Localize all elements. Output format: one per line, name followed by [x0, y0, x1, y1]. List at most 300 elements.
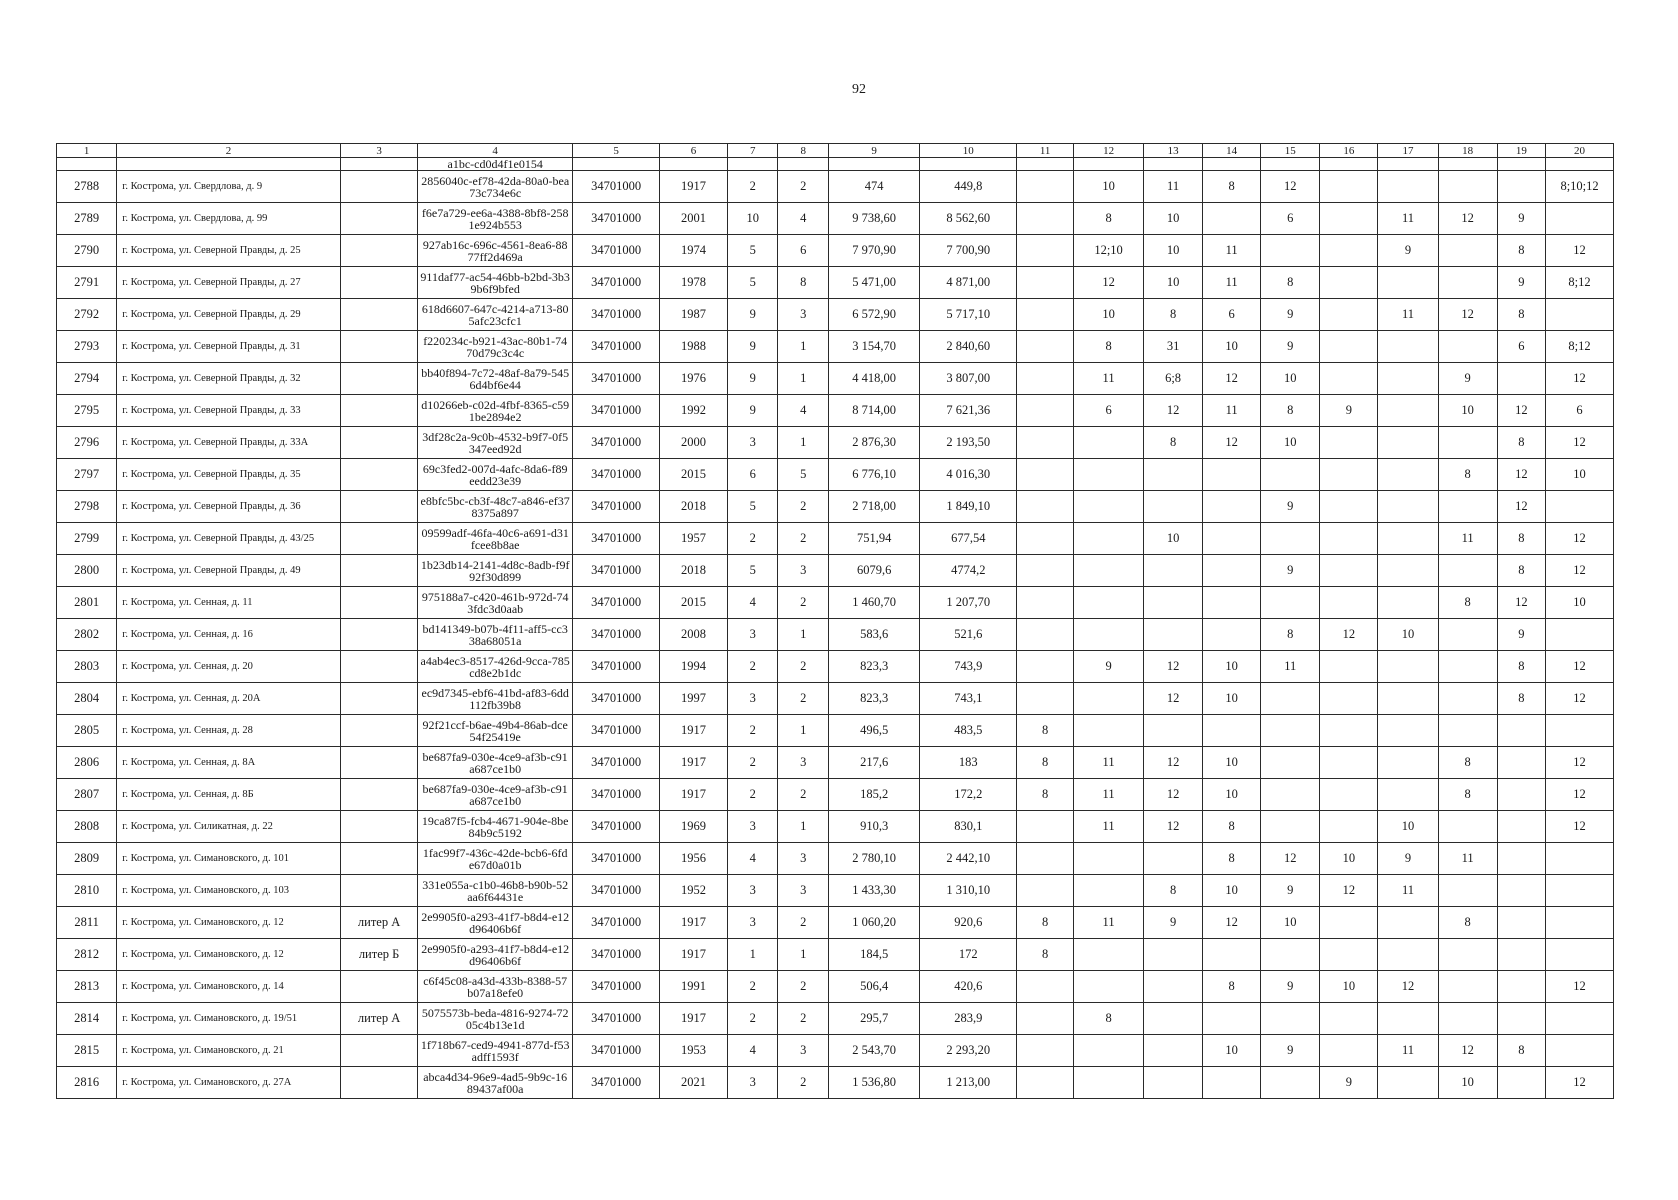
cell-col-14: 10: [1203, 779, 1261, 811]
cell-letter: [340, 779, 417, 811]
cell-letter: [340, 715, 417, 747]
cell-oktmo: 34701000: [573, 811, 660, 843]
cell-living-area: 4 871,00: [920, 267, 1017, 299]
cell-col-19: 9: [1497, 619, 1545, 651]
cell-col-16: [1320, 203, 1378, 235]
cell-living-area: 7 621,36: [920, 395, 1017, 427]
cell-col-14: 8: [1203, 171, 1261, 203]
cell-col-15: 9: [1261, 331, 1320, 363]
cell-letter: литер А: [340, 1003, 417, 1035]
cell-floors: 4: [727, 587, 778, 619]
cell-living-area: 677,54: [920, 523, 1017, 555]
cell-col-15: 9: [1261, 555, 1320, 587]
cell-col-12: [1074, 843, 1144, 875]
cell-floors: 2: [727, 651, 778, 683]
cell-address: г. Кострома, ул. Северной Правды, д. 35: [117, 459, 341, 491]
cell-col-17: [1378, 587, 1438, 619]
cell-col-11: 8: [1017, 939, 1074, 971]
cell-floors: 5: [727, 235, 778, 267]
empty-cell: [340, 158, 417, 171]
table-row: [57, 907, 1614, 939]
cell-col-17: 10: [1378, 619, 1438, 651]
cell-living-area: 2 293,20: [920, 1035, 1017, 1067]
cell-floors: 2: [727, 971, 778, 1003]
cell-col-20: 12: [1546, 363, 1614, 395]
cell-col-16: [1320, 267, 1378, 299]
cell-col-16: [1320, 715, 1378, 747]
cell-col-18: 8: [1438, 747, 1497, 779]
cell-col-13: [1144, 971, 1203, 1003]
empty-cell: [1203, 158, 1261, 171]
cell-col-19: 8: [1497, 555, 1545, 587]
cell-oktmo: 34701000: [573, 939, 660, 971]
cell-col-12: 11: [1074, 811, 1144, 843]
cell-year: 1917: [660, 939, 728, 971]
cell-col-15: [1261, 939, 1320, 971]
cell-total-area: 496,5: [828, 715, 919, 747]
cell-col-18: 11: [1438, 523, 1497, 555]
cell-year: 1969: [660, 811, 728, 843]
cell-living-area: 1 310,10: [920, 875, 1017, 907]
cell-row-number: 2815: [57, 1035, 117, 1067]
cell-year: 1976: [660, 363, 728, 395]
cell-col-14: 8: [1203, 843, 1261, 875]
table-row: [57, 299, 1614, 331]
cell-col-12: 10: [1074, 171, 1144, 203]
cell-col-17: [1378, 1003, 1438, 1035]
cell-guid: 911daf77-ac54-46bb-b2bd-3b39b6f9bfed: [418, 267, 573, 299]
cell-total-area: 751,94: [828, 523, 919, 555]
cell-col-17: [1378, 331, 1438, 363]
cell-col-13: [1144, 555, 1203, 587]
cell-entrances: 2: [778, 971, 829, 1003]
cell-entrances: 2: [778, 907, 829, 939]
cell-col-18: [1438, 939, 1497, 971]
cell-living-area: 2 840,60: [920, 331, 1017, 363]
cell-col-20: 10: [1546, 587, 1614, 619]
cell-total-area: 6 776,10: [828, 459, 919, 491]
cell-entrances: 2: [778, 651, 829, 683]
cell-col-14: [1203, 587, 1261, 619]
cell-col-14: 10: [1203, 683, 1261, 715]
table-row: [57, 459, 1614, 491]
cell-col-16: [1320, 587, 1378, 619]
cell-col-20: [1546, 715, 1614, 747]
cell-oktmo: 34701000: [573, 843, 660, 875]
cell-guid: bb40f894-7c72-48af-8a79-5456d4bf6e44: [418, 363, 573, 395]
cell-total-area: 8 714,00: [828, 395, 919, 427]
cell-oktmo: 34701000: [573, 619, 660, 651]
cell-total-area: 910,3: [828, 811, 919, 843]
cell-col-12: [1074, 587, 1144, 619]
cell-address: г. Кострома, ул. Симановского, д. 12: [117, 907, 341, 939]
cell-floors: 6: [727, 459, 778, 491]
cell-col-14: 6: [1203, 299, 1261, 331]
cell-col-15: 12: [1261, 843, 1320, 875]
cell-letter: [340, 267, 417, 299]
cell-oktmo: 34701000: [573, 427, 660, 459]
cell-guid: 3df28c2a-9c0b-4532-b9f7-0f5347eed92d: [418, 427, 573, 459]
cell-address: г. Кострома, ул. Сенная, д. 11: [117, 587, 341, 619]
cell-letter: [340, 491, 417, 523]
cell-col-19: 8: [1497, 651, 1545, 683]
cell-floors: 5: [727, 267, 778, 299]
cell-letter: литер Б: [340, 939, 417, 971]
cell-living-area: 1 849,10: [920, 491, 1017, 523]
cell-entrances: 1: [778, 939, 829, 971]
cell-letter: [340, 555, 417, 587]
cell-entrances: 3: [778, 299, 829, 331]
cell-col-17: [1378, 523, 1438, 555]
table-row: [57, 779, 1614, 811]
cell-col-13: 8: [1144, 427, 1203, 459]
cell-year: 1987: [660, 299, 728, 331]
cell-col-15: 6: [1261, 203, 1320, 235]
cell-entrances: 2: [778, 171, 829, 203]
cell-col-12: [1074, 875, 1144, 907]
cell-address: г. Кострома, ул. Сенная, д. 28: [117, 715, 341, 747]
column-number: 9: [828, 144, 919, 158]
cell-oktmo: 34701000: [573, 555, 660, 587]
cell-year: 2008: [660, 619, 728, 651]
cell-address: г. Кострома, ул. Симановского, д. 12: [117, 939, 341, 971]
cell-year: 2015: [660, 587, 728, 619]
cell-col-18: 8: [1438, 459, 1497, 491]
cell-col-17: [1378, 747, 1438, 779]
cell-col-18: [1438, 427, 1497, 459]
cell-floors: 3: [727, 427, 778, 459]
cell-floors: 2: [727, 715, 778, 747]
cell-oktmo: 34701000: [573, 1035, 660, 1067]
cell-letter: [340, 459, 417, 491]
cell-col-20: 12: [1546, 971, 1614, 1003]
cell-total-area: 2 718,00: [828, 491, 919, 523]
cell-col-20: [1546, 907, 1614, 939]
cell-col-11: 8: [1017, 779, 1074, 811]
cell-col-16: [1320, 555, 1378, 587]
column-number: 4: [418, 144, 573, 158]
cell-col-12: [1074, 1067, 1144, 1099]
cell-total-area: 2 543,70: [828, 1035, 919, 1067]
cell-address: г. Кострома, ул. Сенная, д. 8Б: [117, 779, 341, 811]
empty-cell: [1261, 158, 1320, 171]
cell-col-13: 6;8: [1144, 363, 1203, 395]
cell-living-area: 449,8: [920, 171, 1017, 203]
cell-col-13: 12: [1144, 683, 1203, 715]
cell-col-20: [1546, 939, 1614, 971]
cell-col-20: 12: [1546, 427, 1614, 459]
cell-col-18: [1438, 971, 1497, 1003]
cell-col-17: [1378, 395, 1438, 427]
cell-entrances: 1: [778, 331, 829, 363]
cell-col-11: [1017, 235, 1074, 267]
cell-col-18: 8: [1438, 779, 1497, 811]
table-row: [57, 1067, 1614, 1099]
cell-col-14: [1203, 715, 1261, 747]
cell-col-11: [1017, 459, 1074, 491]
cell-guid: 1f718b67-ced9-4941-877d-f53adff1593f: [418, 1035, 573, 1067]
cell-floors: 9: [727, 395, 778, 427]
table-row: [57, 619, 1614, 651]
column-number: 12: [1074, 144, 1144, 158]
cell-letter: [340, 619, 417, 651]
cell-guid: 5075573b-beda-4816-9274-7205c4b13e1d: [418, 1003, 573, 1035]
cell-col-11: 8: [1017, 747, 1074, 779]
cell-living-area: 483,5: [920, 715, 1017, 747]
cell-col-18: 12: [1438, 299, 1497, 331]
cell-total-area: 185,2: [828, 779, 919, 811]
column-number: 7: [727, 144, 778, 158]
cell-col-12: 9: [1074, 651, 1144, 683]
cell-col-14: [1203, 491, 1261, 523]
cell-year: 1917: [660, 907, 728, 939]
cell-col-11: [1017, 651, 1074, 683]
cell-living-area: 420,6: [920, 971, 1017, 1003]
cell-letter: [340, 1067, 417, 1099]
cell-row-number: 2794: [57, 363, 117, 395]
cell-oktmo: 34701000: [573, 1003, 660, 1035]
cell-col-16: [1320, 331, 1378, 363]
cell-row-number: 2807: [57, 779, 117, 811]
cell-guid: be687fa9-030e-4ce9-af3b-c91a687ce1b0: [418, 747, 573, 779]
column-number: 8: [778, 144, 829, 158]
cell-row-number: 2791: [57, 267, 117, 299]
cell-year: 2000: [660, 427, 728, 459]
cell-total-area: 583,6: [828, 619, 919, 651]
empty-cell: [573, 158, 660, 171]
cell-address: г. Кострома, ул. Симановского, д. 103: [117, 875, 341, 907]
cell-letter: [340, 1035, 417, 1067]
empty-cell: [1546, 158, 1614, 171]
cell-col-15: [1261, 235, 1320, 267]
cell-col-20: [1546, 1035, 1614, 1067]
cell-address: г. Кострома, ул. Симановского, д. 101: [117, 843, 341, 875]
cell-entrances: 3: [778, 1035, 829, 1067]
cell-col-14: [1203, 459, 1261, 491]
cell-year: 2018: [660, 491, 728, 523]
cell-total-area: 217,6: [828, 747, 919, 779]
cell-col-11: [1017, 811, 1074, 843]
cell-col-15: [1261, 683, 1320, 715]
cell-col-11: [1017, 363, 1074, 395]
cell-col-11: [1017, 1003, 1074, 1035]
table-row: [57, 427, 1614, 459]
cell-guid: ec9d7345-ebf6-41bd-af83-6dd112fb39b8: [418, 683, 573, 715]
column-number: 16: [1320, 144, 1378, 158]
cell-guid: d10266eb-c02d-4fbf-8365-c591be2894e2: [418, 395, 573, 427]
cell-col-11: [1017, 523, 1074, 555]
cell-col-16: 9: [1320, 395, 1378, 427]
cell-col-19: 12: [1497, 587, 1545, 619]
cell-col-15: 9: [1261, 1035, 1320, 1067]
table-row: [57, 491, 1614, 523]
cell-col-14: 8: [1203, 811, 1261, 843]
cell-col-19: 8: [1497, 427, 1545, 459]
cell-entrances: 2: [778, 1003, 829, 1035]
cell-col-14: [1203, 555, 1261, 587]
cell-col-13: [1144, 491, 1203, 523]
cell-oktmo: 34701000: [573, 747, 660, 779]
cell-col-16: 12: [1320, 875, 1378, 907]
continuation-guid: a1bc-cd0d4f1e0154: [418, 158, 573, 171]
cell-col-13: 31: [1144, 331, 1203, 363]
cell-oktmo: 34701000: [573, 235, 660, 267]
cell-col-19: [1497, 811, 1545, 843]
column-number-row: [57, 144, 1614, 158]
cell-total-area: 1 433,30: [828, 875, 919, 907]
cell-year: 1956: [660, 843, 728, 875]
cell-col-18: [1438, 811, 1497, 843]
cell-col-15: [1261, 779, 1320, 811]
cell-floors: 5: [727, 491, 778, 523]
cell-col-15: 10: [1261, 427, 1320, 459]
cell-year: 1978: [660, 267, 728, 299]
cell-col-12: [1074, 555, 1144, 587]
cell-col-20: 12: [1546, 683, 1614, 715]
cell-col-18: 8: [1438, 587, 1497, 619]
cell-living-area: 5 717,10: [920, 299, 1017, 331]
cell-row-number: 2802: [57, 619, 117, 651]
cell-col-19: [1497, 171, 1545, 203]
cell-guid: 09599adf-46fa-40c6-a691-d31fcee8b8ae: [418, 523, 573, 555]
cell-year: 2015: [660, 459, 728, 491]
cell-year: 1991: [660, 971, 728, 1003]
cell-col-13: 11: [1144, 171, 1203, 203]
cell-address: г. Кострома, ул. Северной Правды, д. 31: [117, 331, 341, 363]
cell-floors: 2: [727, 779, 778, 811]
cell-living-area: 521,6: [920, 619, 1017, 651]
cell-floors: 3: [727, 907, 778, 939]
cell-col-14: [1203, 1067, 1261, 1099]
cell-letter: [340, 811, 417, 843]
cell-col-13: 10: [1144, 235, 1203, 267]
cell-col-16: [1320, 939, 1378, 971]
cell-floors: 9: [727, 299, 778, 331]
cell-guid: f220234c-b921-43ac-80b1-7470d79c3c4c: [418, 331, 573, 363]
empty-cell: [727, 158, 778, 171]
cell-col-19: 12: [1497, 459, 1545, 491]
cell-col-18: 12: [1438, 203, 1497, 235]
cell-total-area: 823,3: [828, 683, 919, 715]
cell-total-area: 9 738,60: [828, 203, 919, 235]
column-number: 10: [920, 144, 1017, 158]
table-row: [57, 395, 1614, 427]
cell-floors: 3: [727, 619, 778, 651]
cell-living-area: 7 700,90: [920, 235, 1017, 267]
cell-col-19: [1497, 779, 1545, 811]
cell-col-12: 8: [1074, 1003, 1144, 1035]
cell-col-15: [1261, 1003, 1320, 1035]
cell-col-17: 11: [1378, 299, 1438, 331]
cell-col-15: 12: [1261, 171, 1320, 203]
cell-col-13: 10: [1144, 523, 1203, 555]
cell-letter: [340, 395, 417, 427]
cell-col-16: [1320, 1035, 1378, 1067]
table-row: [57, 715, 1614, 747]
cell-oktmo: 34701000: [573, 171, 660, 203]
cell-col-15: 10: [1261, 907, 1320, 939]
cell-floors: 10: [727, 203, 778, 235]
cell-col-14: [1203, 1003, 1261, 1035]
cell-oktmo: 34701000: [573, 875, 660, 907]
cell-address: г. Кострома, ул. Сенная, д. 20: [117, 651, 341, 683]
cell-col-12: [1074, 459, 1144, 491]
cell-oktmo: 34701000: [573, 459, 660, 491]
table-row: [57, 363, 1614, 395]
empty-cell: [920, 158, 1017, 171]
cell-year: 1992: [660, 395, 728, 427]
cell-total-area: 2 780,10: [828, 843, 919, 875]
cell-col-20: 8;12: [1546, 331, 1614, 363]
cell-col-17: 9: [1378, 843, 1438, 875]
cell-col-11: [1017, 843, 1074, 875]
cell-col-12: 6: [1074, 395, 1144, 427]
cell-col-12: [1074, 427, 1144, 459]
cell-col-13: [1144, 1003, 1203, 1035]
cell-row-number: 2810: [57, 875, 117, 907]
cell-col-15: [1261, 587, 1320, 619]
cell-guid: a4ab4ec3-8517-426d-9cca-785cd8e2b1dc: [418, 651, 573, 683]
cell-col-18: [1438, 1003, 1497, 1035]
cell-total-area: 295,7: [828, 1003, 919, 1035]
cell-oktmo: 34701000: [573, 203, 660, 235]
cell-oktmo: 34701000: [573, 715, 660, 747]
cell-entrances: 1: [778, 715, 829, 747]
cell-year: 1953: [660, 1035, 728, 1067]
cell-col-18: [1438, 331, 1497, 363]
cell-row-number: 2798: [57, 491, 117, 523]
cell-col-19: 8: [1497, 1035, 1545, 1067]
cell-year: 1997: [660, 683, 728, 715]
cell-col-16: 10: [1320, 843, 1378, 875]
cell-col-11: [1017, 267, 1074, 299]
cell-col-14: 12: [1203, 427, 1261, 459]
cell-col-14: 11: [1203, 267, 1261, 299]
cell-living-area: 1 213,00: [920, 1067, 1017, 1099]
cell-col-14: 10: [1203, 747, 1261, 779]
cell-col-19: 8: [1497, 683, 1545, 715]
cell-col-15: 9: [1261, 491, 1320, 523]
empty-cell: [117, 158, 341, 171]
cell-col-17: [1378, 459, 1438, 491]
cell-guid: 618d6607-647c-4214-a713-805afc23cfc1: [418, 299, 573, 331]
cell-address: г. Кострома, ул. Северной Правды, д. 27: [117, 267, 341, 299]
cell-col-16: [1320, 299, 1378, 331]
cell-entrances: 2: [778, 491, 829, 523]
cell-col-11: [1017, 491, 1074, 523]
cell-floors: 9: [727, 331, 778, 363]
cell-letter: [340, 299, 417, 331]
cell-entrances: 2: [778, 1067, 829, 1099]
cell-letter: [340, 235, 417, 267]
cell-oktmo: 34701000: [573, 1067, 660, 1099]
cell-living-area: 172: [920, 939, 1017, 971]
cell-row-number: 2805: [57, 715, 117, 747]
cell-year: 1917: [660, 715, 728, 747]
cell-col-13: [1144, 459, 1203, 491]
cell-col-18: 10: [1438, 1067, 1497, 1099]
cell-col-17: [1378, 907, 1438, 939]
cell-total-area: 5 471,00: [828, 267, 919, 299]
cell-col-13: 12: [1144, 747, 1203, 779]
cell-guid: 2e9905f0-a293-41f7-b8d4-e12d96406b6f: [418, 939, 573, 971]
cell-col-19: 8: [1497, 523, 1545, 555]
cell-col-19: [1497, 843, 1545, 875]
cell-living-area: 1 207,70: [920, 587, 1017, 619]
cell-col-20: 8;12: [1546, 267, 1614, 299]
cell-col-16: [1320, 363, 1378, 395]
cell-address: г. Кострома, ул. Свердлова, д. 99: [117, 203, 341, 235]
